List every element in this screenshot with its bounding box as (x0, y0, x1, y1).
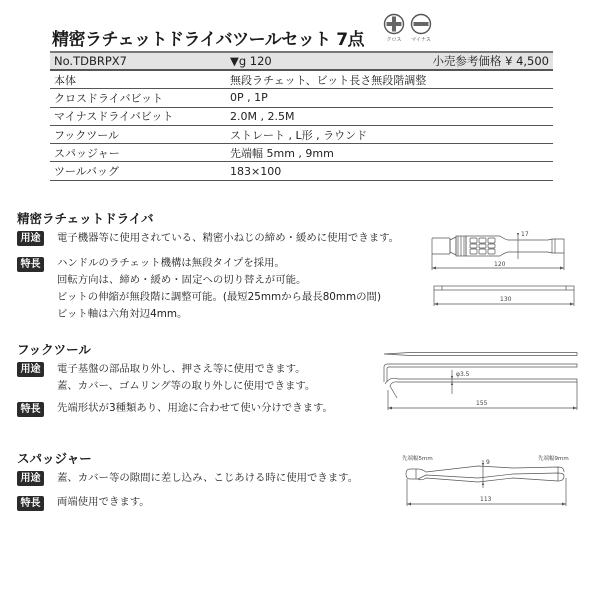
feature-line: ビット軸は六角対辺4mm。 (57, 308, 188, 320)
feature-line: 両端使用できます。 (57, 496, 150, 508)
feature-line: 先端形状が3種類あり、用途に合わせて使い分けできます。 (57, 402, 333, 414)
row-key: ツールバッグ (54, 165, 120, 179)
usage-line: 電子機器等に使用されている、精密小ねじの締め・緩めに使用できます。 (57, 232, 400, 244)
row-key: フックツール (54, 128, 120, 142)
table-row (50, 71, 553, 89)
row-value: ストレート , L形 , ラウンド (230, 128, 368, 142)
table-row (50, 144, 553, 162)
spec-header (50, 51, 553, 71)
phillips-plus-icon (383, 13, 405, 35)
usage-tag: 用途 (17, 231, 44, 246)
row-value: 0P , 1P (230, 91, 268, 105)
usage-text (57, 470, 358, 487)
section-title-hook-tool: フックツール (17, 342, 91, 357)
usage-line: 蓋、カバー等の隙間に差し込み、こじあける時に使用できます。 (57, 472, 359, 484)
section-title-ratchet-driver: 精密ラチェットドライバ (17, 211, 154, 226)
feature-tag: 特長 (17, 402, 44, 417)
usage-tag: 用途 (17, 362, 44, 377)
row-key: クロスドライバビット (54, 91, 164, 105)
tip-label-right: 先端幅9mm (538, 456, 569, 462)
weight: ▼g 120 (230, 54, 272, 68)
flathead-minus-icon (410, 13, 432, 35)
feature-line: ビットの伸縮が無段階に調整可能。(最短25mmから最長80mmの間) (57, 291, 381, 303)
dim-diameter: φ3.5 (456, 371, 470, 378)
usage-tag: 用途 (17, 471, 44, 486)
table-row (50, 126, 553, 144)
feature-text (57, 400, 333, 417)
type-flathead (409, 13, 433, 43)
section-title-spudger: スパッジャー (17, 451, 92, 466)
page-title: 精密ラチェットドライバツールセット 7点 (52, 30, 365, 50)
feature-tag: 特長 (17, 496, 44, 511)
table-row (50, 108, 553, 126)
retail-price: 小売参考価格 ¥ 4,500 (432, 54, 549, 68)
spudger-drawing (398, 448, 578, 517)
dim-diameter: 17 (521, 231, 529, 238)
model-number: No.TDBRPX7 (54, 54, 127, 68)
feature-tag: 特長 (17, 257, 44, 272)
usage-text (57, 361, 315, 395)
usage-line: 蓋、カバー、ゴムリング等の取り外しに使用できます。 (57, 380, 316, 392)
hook-tool-drawing (380, 350, 590, 429)
row-value: 無段ラチェット、ビット長さ無段階調整 (230, 73, 427, 87)
dim-length: 155 (476, 400, 488, 407)
usage-text (57, 230, 399, 247)
dim-length-handle: 120 (494, 261, 506, 268)
type-label: マイナス (411, 37, 431, 43)
row-key: マイナスドライバビット (54, 110, 174, 124)
table-row (50, 89, 553, 107)
type-label: クロス (386, 37, 402, 43)
ratchet-driver-drawing (428, 228, 578, 312)
type-phillips (382, 13, 406, 43)
usage-line: 電子基盤の部品取り外し、押さえ等に使用できます。 (57, 363, 306, 375)
row-value: 2.0M , 2.5M (230, 109, 295, 123)
feature-line: ハンドルのラチェット機構は無段タイプを採用。 (57, 257, 285, 269)
spec-table (50, 51, 553, 181)
feature-text (57, 494, 150, 511)
row-value: 183×100 (230, 164, 282, 178)
row-value: 先端幅 5mm , 9mm (230, 146, 334, 160)
dim-length: 113 (480, 496, 492, 503)
table-row (50, 162, 553, 180)
row-key: 本体 (54, 73, 76, 87)
feature-line: 回転方向は、締め・緩め・固定への切り替えが可能。 (57, 274, 307, 286)
feature-text (57, 255, 381, 323)
dim-length-bit: 130 (500, 296, 512, 303)
tip-label-left: 先端幅5mm (402, 456, 433, 462)
row-key: スパッジャー (54, 146, 120, 160)
dim-width: 9 (486, 459, 490, 466)
